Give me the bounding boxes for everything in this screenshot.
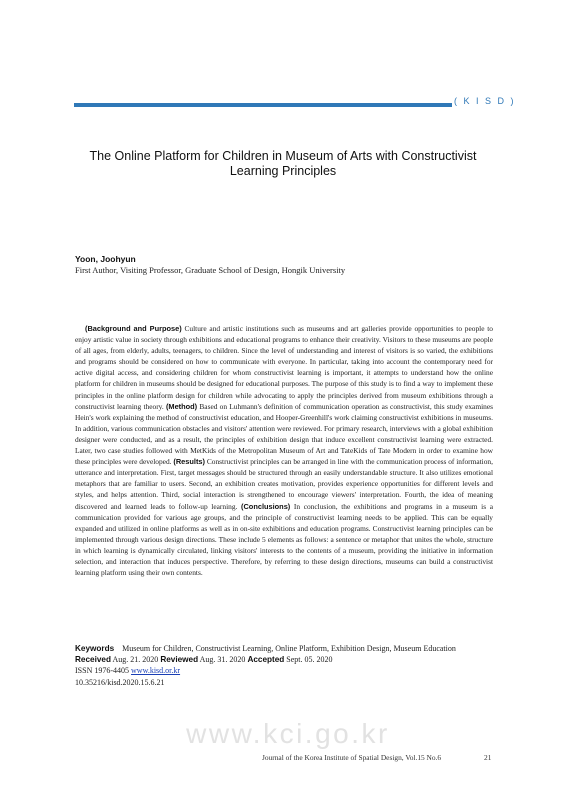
article-metadata bbox=[75, 643, 495, 688]
abstract-method-text: Based on Luhmann's definition of communication operation as constructivist, this study examines Hein's work explaining the method of constructivist education, and Hooper-Greenhill's work claiming constructivist exhibitions in museums. In addition, various communication obstacles and visitors' attention were reviewed. For primary research, interviews with a global exhibition designer were conducted, and as a result, the principles of exhibition design that induce excellent constructivist learning were extracted. Later, two case studies followed with MetKids of the Metropolitan Museum of Art and TateKids of Tate Modern in order to examine how these principles were developed. bbox=[75, 401, 493, 467]
reviewed-date: Aug. 31. 2020 bbox=[199, 655, 246, 665]
keywords-value: Museum for Children, Constructivist Learning, Online Platform, Exhibition Design, Museum Education bbox=[122, 644, 456, 653]
abstract-conclusions-text: In conclusion, the exhibitions and programs in a museum is a communication provided for various age groups, and the principle of constructivist learning needs to be applied. This can be equally expanded and utilized in online platforms as well as in on-site exhibitions and education programs. Constructivist learning principles can be implemented through various design directions. These include 5 elements as follows: a sentence or metaphor that unites the whole, structure in which learning is dynamically circulated, linking visitors' interests to the contents of a museum, providing the initiative in information selection, and interaction that induces perspective. Therefore, by referring to these design directions, museums can build a constructivist learning platform using their own contents. bbox=[75, 501, 493, 578]
abstract-method-label: (Method) bbox=[165, 401, 198, 411]
abstract-results-label: (Results) bbox=[173, 457, 205, 467]
watermark: www.kci.go.kr bbox=[186, 718, 390, 749]
received-label: Received bbox=[75, 655, 111, 665]
header-rule bbox=[74, 103, 452, 107]
abstract-background-text: Culture and artistic institutions such as museums and art galleries provide opportunities to people to enjoy artistic value in society through exhibitions and educational programs to enhance their creativity. Visitors to these museums are people of all ages, from elderly, adults, teenagers, to children. Since the level of understanding and interest of visitors is so varied, the exhibitions and programs should be considered on how to communicate with everyone. In particular, taking into account the contemporary need for active digital access, and considering children for whom constructivist learning is important, it attempts to understand how the online platform for children in museums should be designed for educational purposes. The purpose of this study is to find a way to implement these principles in the online platform design for children while advocating to apply the principles derived from museum exhibitions through a constructivist learning theory. bbox=[75, 324, 494, 411]
author-block bbox=[75, 254, 495, 276]
dates-line bbox=[75, 654, 495, 665]
reviewed-label: Reviewed bbox=[160, 655, 199, 665]
paper-title: The Online Platform for Children in Museum of Arts with Constructivist Learning Principles bbox=[89, 149, 477, 178]
doi-value: 10.35216/kisd.2020.15.6.21 bbox=[75, 677, 165, 687]
journal-logo: ( K I S D ) bbox=[454, 96, 516, 106]
received-date: Aug. 21. 2020 bbox=[112, 655, 159, 665]
author-affiliation: First Author, Visiting Professor, Graduate School of Design, Hongik University bbox=[75, 265, 346, 275]
abstract-results-text: Constructivist principles can be arranged in line with the communication process of information, utterance and interpretation. First, target messages should be structured through an easily understandable structure. It also utilizes emotional metaphors that are familiar to users. Second, an exhibition creates motivation, provides experience opportunities for different levels and styles, and helps attention. Third, social interaction is strengthened to encourage viewers' interpretation. Fourth, the idea of meaning discovered and learned leads to follow-up learning. bbox=[75, 457, 493, 511]
keywords-label: Keywords bbox=[75, 644, 115, 653]
footer-journal-name: Journal of the Korea Institute of Spatial Design, Vol.15 No.6 bbox=[262, 753, 442, 762]
abstract-conclusions-label: (Conclusions) bbox=[241, 501, 291, 511]
accepted-label: Accepted bbox=[247, 655, 285, 665]
journal-website-link[interactable]: www.kisd.or.kr bbox=[131, 666, 181, 676]
issn-line bbox=[75, 665, 495, 676]
issn-value: ISSN 1976-4405 bbox=[75, 666, 130, 676]
keywords-line bbox=[75, 643, 495, 654]
page-number: 21 bbox=[484, 753, 492, 762]
author-name: Yoon, Joohyun bbox=[75, 254, 136, 264]
abstract bbox=[75, 323, 493, 578]
abstract-background-label: (Background and Purpose) bbox=[85, 324, 182, 333]
accepted-date: Sept. 05. 2020 bbox=[286, 655, 333, 665]
